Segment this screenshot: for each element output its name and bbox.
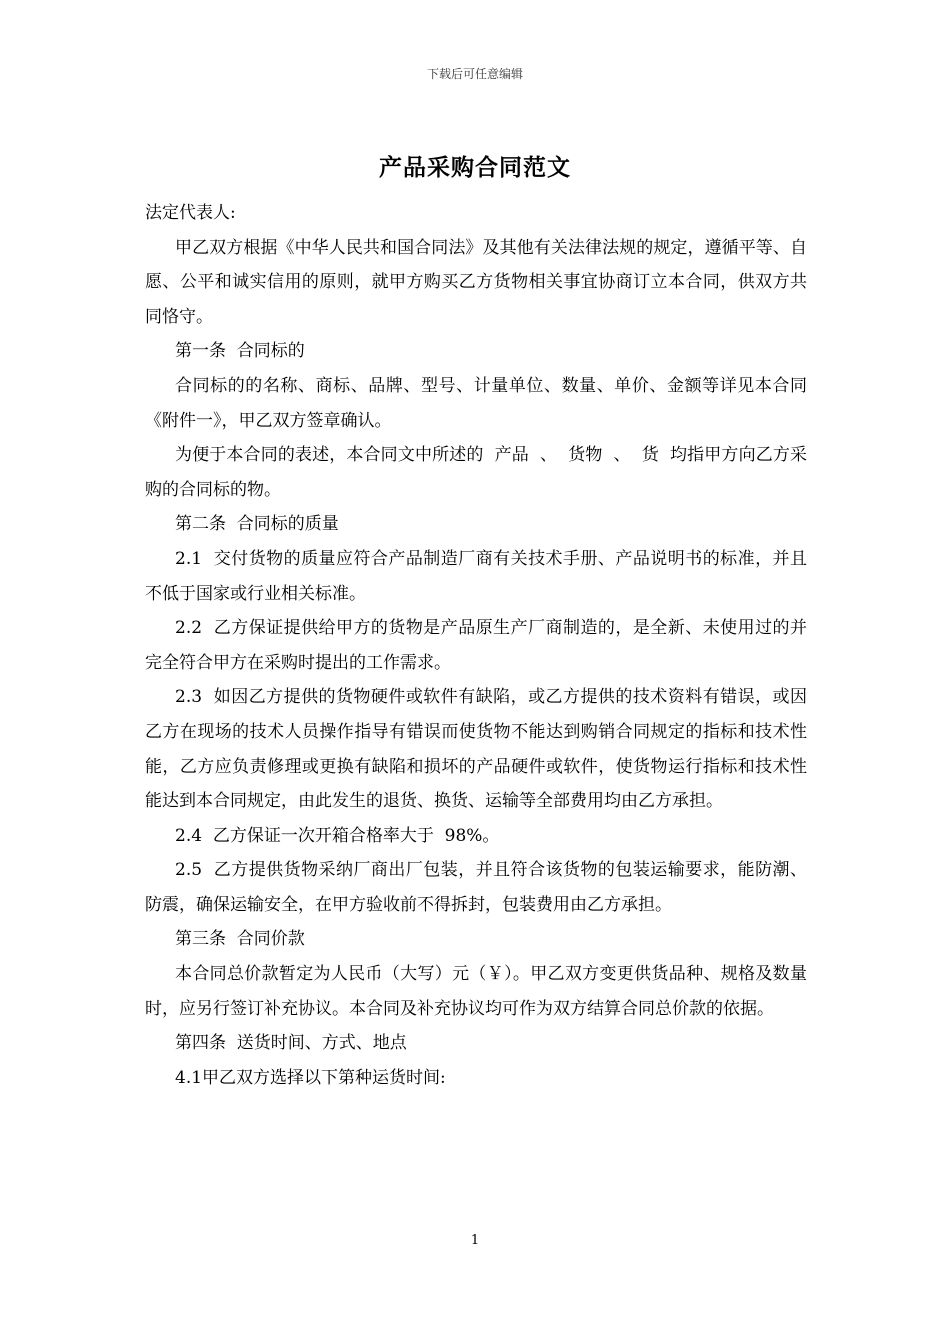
clause-2-1: 2.1 交付货物的质量应符合产品制造厂商有关技术手册、产品说明书的标准，并且不低于国家或行业相关标准。 xyxy=(145,548,807,604)
clause-2-2: 2.2 乙方保证提供给甲方的货物是产品原生产厂商制造的，是全新、未使用过的并完全符合甲方在采购时提出的工作需求。 xyxy=(145,618,807,673)
article-3-paragraph: 本合同总价款暂定为人民币（大写）元（￥）。甲乙双方变更供货品种、规格及数量时，应另行签订补充协议。本合同及补充协议均可作为双方结算合同总价款的依据。 xyxy=(145,964,807,1019)
preamble-paragraph: 甲乙双方根据《中华人民共和国合同法》及其他有关法律法规的规定，遵循平等、自愿、公平和诚实信用的原则，就甲方购买乙方货物相关事宜协商订立本合同，供双方共同恪守。 xyxy=(145,237,807,327)
article-1-paragraph-2: 为便于本合同的表述，本合同文中所述的 产品 、 货物 、 货 均指甲方向乙方采购的合同标的物。 xyxy=(145,445,807,500)
clause-4-1: 4.1甲乙双方选择以下第种运货时间: xyxy=(175,1067,446,1088)
article-2-heading: 第二条 合同标的质量 xyxy=(175,514,339,535)
document-body xyxy=(145,196,807,1095)
clause-2-4: 2.4 乙方保证一次开箱合格率大于 98%。 xyxy=(175,825,500,846)
article-3-heading: 第三条 合同价款 xyxy=(175,929,305,950)
clause-2-3: 2.3 如因乙方提供的货物硬件或软件有缺陷，或乙方提供的技术资料有错误，或因乙方在现场的技术人员操作指导有错误而使货物不能达到购销合同规定的指标和技术性能，乙方应负责修理或更换有缺陷和损坏的产品硬件或软件，使货物运行指标和技术性能达到本合同规定，由此发生的退货、换货、运输等全部费用均由乙方承担。 xyxy=(145,687,807,812)
page-number: 1 xyxy=(470,1233,480,1248)
article-4-heading: 第四条 送货时间、方式、地点 xyxy=(175,1033,407,1054)
header-note: 下载后可任意编辑 xyxy=(426,67,523,81)
clause-2-5: 2.5 乙方提供货物采纳厂商出厂包装，并且符合该货物的包装运输要求，能防潮、防震，确保运输安全，在甲方验收前不得拆封，包装费用由乙方承担。 xyxy=(145,860,807,915)
representative-line: 法定代表人: xyxy=(145,203,236,223)
article-1-heading: 第一条 合同标的 xyxy=(175,341,305,362)
article-1-paragraph-1: 合同标的的名称、商标、品牌、型号、计量单位、数量、单价、金额等详见本合同《附件一》，甲乙双方签章确认。 xyxy=(145,375,807,431)
document-title: 产品采购合同范文 xyxy=(379,154,571,181)
